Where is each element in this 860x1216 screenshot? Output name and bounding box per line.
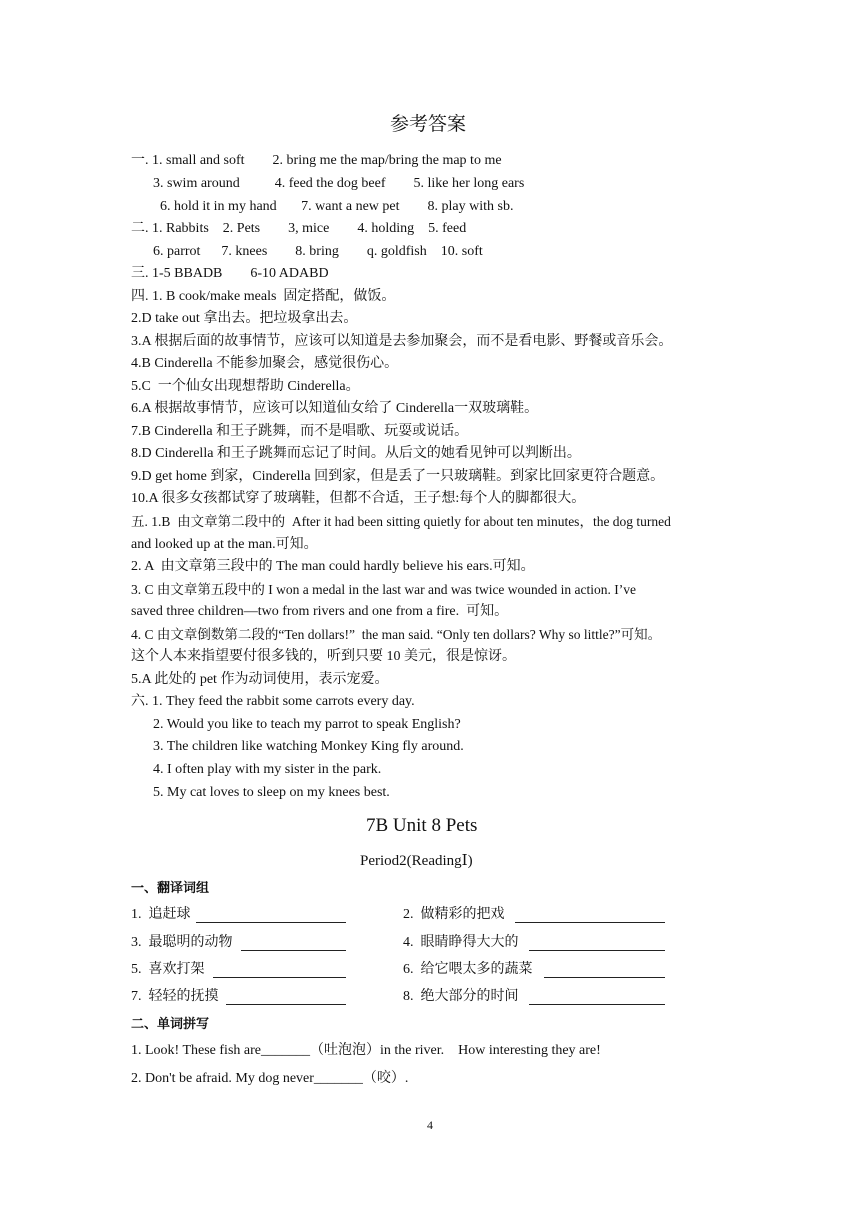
phrase-prompt: 7. 轻轻的抚摸 xyxy=(131,989,219,1004)
answer-line: 4.B Cinderella 不能参加聚会，感觉很伤心。 xyxy=(131,356,399,371)
answer-line: 一. 1. small and soft 2. bring me the map/bring the map to me xyxy=(131,153,502,168)
answer-line: 五. 1.B 由文章第二段中的 After it had been sitting quietly for about ten minutes，the dog turned xyxy=(131,514,671,529)
answer-blank[interactable] xyxy=(241,950,346,951)
answer-blank[interactable] xyxy=(213,977,346,978)
answer-line: and looked up at the man.可知。 xyxy=(131,537,318,552)
answer-line: 3. swim around 4. feed the dog beef 5. like her long ears xyxy=(153,176,525,191)
answer-blank[interactable] xyxy=(515,922,665,923)
section-heading: 二、单词拼写 xyxy=(131,1017,210,1032)
period-title: Period2(ReadingⅠ) xyxy=(360,853,473,869)
answer-line: 二. 1. Rabbits 2. Pets 3, mice 4. holding 5. feed xyxy=(131,221,467,236)
answer-line: 5.C 一个仙女出现想帮助 Cinderella。 xyxy=(131,379,360,394)
answer-line: 4. C 由文章倒数第二段的“Ten dollars!” the man said. “Only ten dollars? Why so little?”可知。 xyxy=(131,627,662,642)
answer-line: 5.A 此处的 pet 作为动词使用，表示宠爱。 xyxy=(131,672,389,687)
answer-line: 6.A 根据故事情节，应该可以知道仙女给了 Cinderella一双玻璃鞋。 xyxy=(131,401,539,416)
answer-line: 7.B Cinderella 和王子跳舞，而不是唱歌、玩耍或说话。 xyxy=(131,424,469,439)
phrase-prompt: 1. 追赶球 xyxy=(131,907,191,922)
answer-line: 2. Would you like to teach my parrot to speak English? xyxy=(153,717,461,732)
phrase-prompt: 8. 绝大部分的时间 xyxy=(403,989,519,1004)
answer-line: 六. 1. They feed the rabbit some carrots every day. xyxy=(131,694,415,709)
answer-line: 5. My cat loves to sleep on my knees best. xyxy=(153,785,390,800)
spelling-question: 2. Don't be afraid. My dog never_______（咬）. xyxy=(131,1071,409,1086)
answer-line: 6. hold it in my hand 7. want a new pet 8. play with sb. xyxy=(160,199,514,214)
answer-line: 2.D take out 拿出去。把垃圾拿出去。 xyxy=(131,311,358,326)
answer-line: 三. 1-5 BBADB 6-10 ADABD xyxy=(131,266,329,281)
answer-line: 3.A 根据后面的故事情节，应该可以知道是去参加聚会，而不是看电影、野餐或音乐会。 xyxy=(131,334,673,349)
spelling-question: 1. Look! These fish are_______（吐泡泡）in the river. How interesting they are! xyxy=(131,1043,601,1058)
section-heading: 一、翻译词组 xyxy=(131,881,210,896)
phrase-prompt: 5. 喜欢打架 xyxy=(131,962,205,977)
answer-line: 3. The children like watching Monkey King fly around. xyxy=(153,739,464,754)
answer-line: 8.D Cinderella 和王子跳舞而忘记了时间。从后文的她看见钟可以判断出。 xyxy=(131,446,581,461)
answer-blank[interactable] xyxy=(529,950,665,951)
answer-blank[interactable] xyxy=(529,1004,665,1005)
answer-line: 9.D get home 到家，Cinderella 回到家，但是丢了一只玻璃鞋。到家比回家更符合题意。 xyxy=(131,469,665,484)
phrase-prompt: 2. 做精彩的把戏 xyxy=(403,907,505,922)
answer-blank[interactable] xyxy=(226,1004,346,1005)
page-number: 4 xyxy=(427,1118,433,1132)
answer-line: 6. parrot 7. knees 8. bring q. goldfish 10. soft xyxy=(153,244,483,259)
answer-line: saved three children—two from rivers and one from a fire. 可知。 xyxy=(131,604,509,619)
answer-line: 3. C 由文章第五段中的 I won a medal in the last war and was twice wounded in action. I’ve xyxy=(131,582,637,597)
answer-blank[interactable] xyxy=(544,977,665,978)
answer-line: 2. A 由文章第三段中的 The man could hardly believe his ears.可知。 xyxy=(131,559,535,574)
phrase-prompt: 3. 最聪明的动物 xyxy=(131,935,233,950)
unit-title: 7B Unit 8 Pets xyxy=(366,815,478,836)
answer-line: 这个人本来指望要付很多钱的，听到只要 10 美元，很是惊讶。 xyxy=(131,649,516,664)
answers-title: 参考答案 xyxy=(390,114,467,135)
answer-line: 10.A 很多女孩都试穿了玻璃鞋，但都不合适，王子想:每个人的脚都很大。 xyxy=(131,491,586,506)
answer-line: 4. I often play with my sister in the park. xyxy=(153,762,382,777)
answer-line: 四. 1. B cook/make meals 固定搭配，做饭。 xyxy=(131,289,396,304)
phrase-prompt: 6. 给它喂太多的蔬菜 xyxy=(403,962,533,977)
phrase-prompt: 4. 眼睛睁得大大的 xyxy=(403,935,519,950)
answer-blank[interactable] xyxy=(196,922,346,923)
